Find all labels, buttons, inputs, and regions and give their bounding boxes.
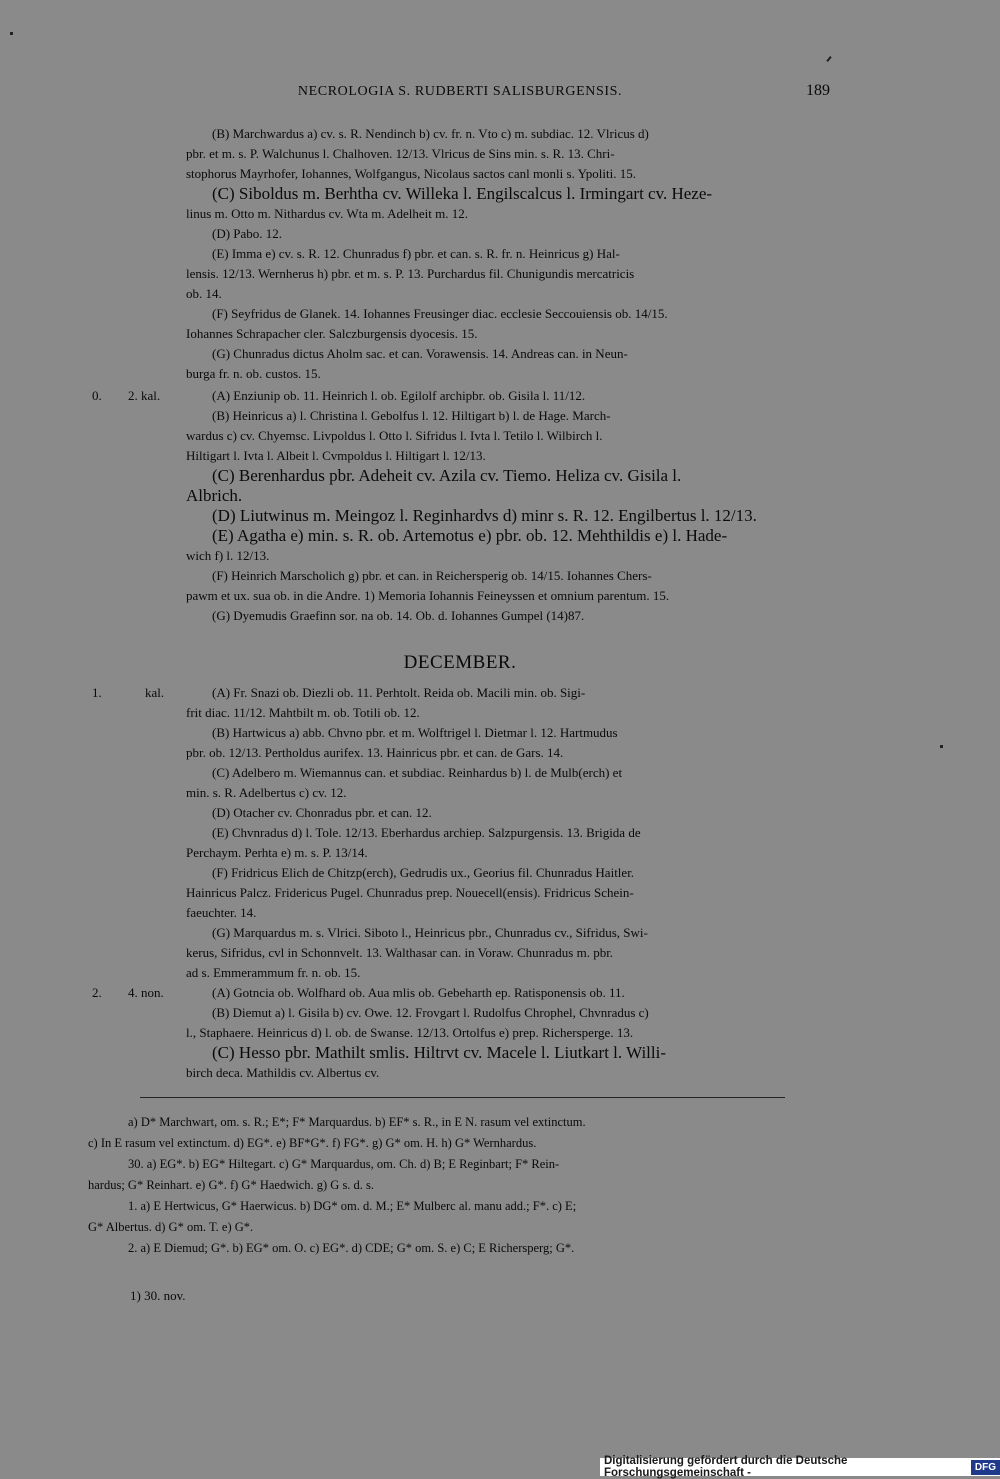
text-line: Hainricus Palcz. Fridericus Pugel. Chunradus prep. Nouecell(ensis). Fridricus Schein- bbox=[186, 885, 634, 900]
text-line: wardus c) cv. Chyemsc. Livpoldus l. Otto l. Sifridus l. Ivta l. Tetilo l. Wilbirch l. bbox=[186, 428, 603, 443]
note-line: hardus; G* Reinhart. e) G*. f) G* Haedwich. g) G s. d. s. bbox=[88, 1178, 375, 1192]
text-line: burga fr. n. ob. custos. 15. bbox=[186, 366, 321, 381]
text-line: min. s. R. Adelbertus c) cv. 12. bbox=[186, 785, 347, 800]
text-line: (F) Seyfridus de Glanek. 14. Iohannes Freusinger diac. ecclesie Seccouiensis ob. 14/15. bbox=[212, 306, 668, 321]
text-line: Iohannes Schrapacher cler. Salczburgensis dyocesis. 15. bbox=[186, 326, 478, 341]
text-line: (B) Heinricus a) l. Christina l. Gebolfus l. 12. Hiltigart b) l. de Hage. March- bbox=[212, 408, 611, 423]
text-line: (C) Adelbero m. Wiemannus can. et subdiac. Reinhardus b) l. de Mulb(erch) et bbox=[212, 765, 623, 780]
text-line: (G) Marquardus m. s. Vlrici. Siboto l., Heinricus pbr., Chunradus cv., Sifridus, Swi- bbox=[212, 925, 648, 940]
scan-speck bbox=[10, 32, 13, 35]
text-line: (F) Heinrich Marscholich g) pbr. et can. in Reichersperig ob. 14/15. Iohannes Chers- bbox=[212, 568, 652, 583]
entry-date: 2. kal. bbox=[128, 388, 161, 403]
text-line: (G) Dyemudis Graefinn sor. na ob. 14. Ob. d. Iohannes Gumpel (14)87. bbox=[212, 608, 585, 623]
entry-1 bbox=[186, 683, 831, 983]
credit-text: Digitalisierung gefördert durch die Deutsche Forschungsgemeinschaft - bbox=[604, 1455, 848, 1479]
entry-continuation bbox=[186, 124, 831, 384]
note-line: a) D* Marchwart, om. s. R.; E*; F* Marquardus. b) EF* s. R., in E N. rasum vel extinctum. bbox=[128, 1115, 586, 1129]
page-number: 189 bbox=[806, 82, 830, 99]
text-line: (B) Diemut a) l. Gisila b) cv. Owe. 12. Frovgart l. Rudolfus Chrophel, Chvnradus c) bbox=[212, 1005, 649, 1020]
text-line: pawm et ux. sua ob. in die Andre. 1) Memoria Iohannis Feineyssen et omnium parentum. 15. bbox=[186, 588, 670, 603]
text-line: Albrich. bbox=[186, 486, 243, 505]
text-line: lensis. 12/13. Wernherus h) pbr. et m. s. P. 13. Purchardus fil. Chunigundis mercatricis bbox=[186, 266, 635, 281]
entry-date: 4. non. bbox=[128, 985, 164, 1000]
text-line: (E) Chvnradus d) l. Tole. 12/13. Eberhardus archiep. Salzpurgensis. 13. Brigida de bbox=[212, 825, 641, 840]
footnote: 1) 30. nov. bbox=[130, 1288, 186, 1303]
note-line: 1. a) E Hertwicus, G* Haerwicus. b) DG* om. d. M.; E* Mulberc al. manu add.; F*. c) E; bbox=[128, 1199, 577, 1213]
text-line: (D) Liutwinus m. Meingoz l. Reginhardvs d) minr s. R. 12. Engilbertus l. 12/13. bbox=[212, 506, 757, 525]
text-line: faeuchter. 14. bbox=[186, 905, 257, 920]
note-line: G* Albertus. d) G* om. T. e) G*. bbox=[88, 1220, 254, 1234]
note-line: 2. a) E Diemud; G*. b) EG* om. O. c) EG*. d) CDE; G* om. S. e) C; E Richersperg; G*. bbox=[128, 1241, 575, 1255]
text-line: (F) Fridricus Elich de Chitzp(erch), Gedrudis ux., Georius fil. Chunradus Haitler. bbox=[212, 865, 635, 880]
text-line: (D) Pabo. 12. bbox=[212, 226, 283, 241]
text-line: wich f) l. 12/13. bbox=[186, 548, 270, 563]
footnote-rule bbox=[140, 1097, 785, 1098]
text-line: Perchaym. Perhta e) m. s. P. 13/14. bbox=[186, 845, 368, 860]
entry-number: 1. bbox=[92, 685, 102, 700]
text-line: pbr. et m. s. P. Walchunus l. Chalhoven. 12/13. Vlricus de Sins min. s. R. 13. Chri- bbox=[186, 146, 615, 161]
scan-speck bbox=[940, 745, 943, 748]
text-line: ad s. Emmerammum fr. n. ob. 15. bbox=[186, 965, 361, 980]
digitization-credit bbox=[600, 1455, 1000, 1479]
text-line: (C) Hesso pbr. Mathilt smlis. Hiltrvt cv. Macele l. Liutkart l. Willi- bbox=[212, 1043, 667, 1062]
text-line: (C) Siboldus m. Berhtha cv. Willeka l. Engilscalcus l. Irmingart cv. Heze- bbox=[212, 184, 713, 203]
text-line: kerus, Sifridus, cvl in Schonnvelt. 13. Walthasar can. in Voraw. Chunradus m. pbr. bbox=[186, 945, 614, 960]
text-line: stophorus Mayrhofer, Iohannes, Wolfgangus, Nicolaus sactos canl monli s. Ypoliti. 15. bbox=[186, 166, 637, 181]
text-line: ob. 14. bbox=[186, 286, 222, 301]
text-line: frit diac. 11/12. Mahtbilt m. ob. Totili ob. 12. bbox=[186, 705, 420, 720]
text-line: pbr. ob. 12/13. Pertholdus aurifex. 13. Hainricus pbr. et can. de Gars. 14. bbox=[186, 745, 564, 760]
text-line: (B) Marchwardus a) cv. s. R. Nendinch b) cv. fr. n. Vto c) m. subdiac. 12. Vlricus d) bbox=[212, 126, 649, 141]
text-line: (E) Imma e) cv. s. R. 12. Chunradus f) pbr. et can. s. R. fr. n. Heinricus g) Hal- bbox=[212, 246, 620, 261]
month-heading: DECEMBER. bbox=[403, 652, 517, 673]
entry-date: kal. bbox=[145, 685, 165, 700]
text-line: (G) Chunradus dictus Aholm sac. et can. Vorawensis. 14. Andreas can. in Neun- bbox=[212, 346, 628, 361]
text-line: (A) Gotncia ob. Wolfhard ob. Aua mlis ob. Gebeharth ep. Ratisponensis ob. 11. bbox=[212, 985, 625, 1000]
text-line: linus m. Otto m. Nithardus cv. Wta m. Adelheit m. 12. bbox=[186, 206, 469, 221]
text-line: (D) Otacher cv. Chonradus pbr. et can. 12. bbox=[212, 805, 432, 820]
text-line: (A) Fr. Snazi ob. Diezli ob. 11. Perhtolt. Reida ob. Macili min. ob. Sigi- bbox=[212, 685, 586, 700]
entry-number: 2. bbox=[92, 985, 102, 1000]
critical-apparatus bbox=[88, 1112, 833, 1259]
text-line: (B) Hartwicus a) abb. Chvno pbr. et m. Wolftrigel l. Dietmar l. 12. Hartmudus bbox=[212, 725, 618, 740]
entry-2 bbox=[186, 983, 831, 1083]
ink-mark bbox=[826, 56, 831, 62]
text-line: (E) Agatha e) min. s. R. ob. Artemotus e) pbr. ob. 12. Mehthildis e) l. Hade- bbox=[212, 526, 728, 545]
text-line: Hiltigart l. Ivta l. Albeit l. Cvmpoldus l. Hiltigart l. 12/13. bbox=[186, 448, 486, 463]
text-line: (A) Enziunip ob. 11. Heinrich l. ob. Egilolf archipbr. ob. Gisila l. 11/12. bbox=[212, 388, 586, 403]
dfg-logo[interactable]: DFG bbox=[971, 1460, 1000, 1475]
note-line: c) In E rasum vel extinctum. d) EG*. e) BF*G*. f) FG*. g) G* om. H. h) G* Wernhardus. bbox=[88, 1136, 537, 1150]
running-header: NECROLOGIA S. RUDBERTI SALISBURGENSIS. bbox=[297, 84, 623, 99]
text-line: l., Staphaere. Heinricus d) l. ob. de Swanse. 12/13. Ortolfus e) prep. Richersperge. 13. bbox=[186, 1025, 634, 1040]
entry-number: 0. bbox=[92, 388, 102, 403]
entry-30 bbox=[186, 386, 831, 626]
text-line: (C) Berenhardus pbr. Adeheit cv. Azila cv. Tiemo. Heliza cv. Gisila l. bbox=[212, 466, 682, 485]
note-line: 30. a) EG*. b) EG* Hiltegart. c) G* Marquardus, om. Ch. d) B; E Reginbart; F* Rein- bbox=[128, 1157, 560, 1171]
text-line: birch deca. Mathildis cv. Albertus cv. bbox=[186, 1065, 380, 1080]
